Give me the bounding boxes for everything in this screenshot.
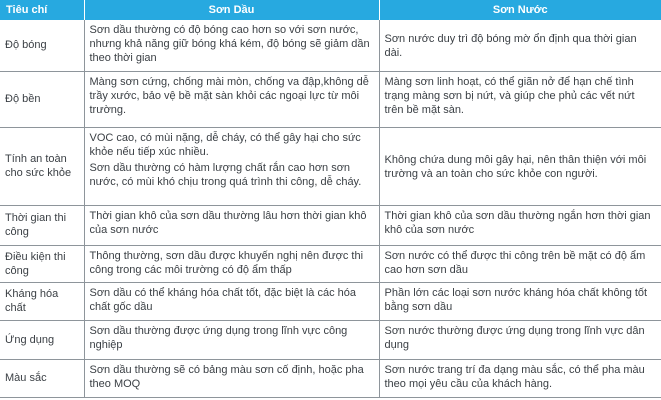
table-row xyxy=(0,282,661,320)
table-row xyxy=(0,127,661,205)
table-row xyxy=(0,205,661,245)
water-text: Không chứa dung môi gây hại, nên thân thiện với môi trường và an toàn cho sức khỏe con người. xyxy=(384,153,647,180)
water-text: Sơn nước duy trì độ bóng mờ ổn định qua thời gian dài. xyxy=(384,32,637,59)
oil-cell xyxy=(84,205,379,245)
oil-cell xyxy=(84,359,379,397)
table-body xyxy=(0,20,661,397)
header-criteria: Tiêu chí xyxy=(0,0,84,20)
criteria-cell: Ứng dụng xyxy=(0,320,84,359)
oil-text: Sơn dầu thường có hàm lượng chất rắn cao hơn sơn nước, có mùi khó chịu trong quá trình thi công, dễ cháy. xyxy=(89,161,362,188)
oil-text: Sơn dầu thường được ứng dụng trong lĩnh vực công nghiệp xyxy=(89,324,348,351)
water-text: Màng sơn linh hoạt, có thể giãn nở để hạn chế tình trạng màng sơn bị nứt, và giúp che phủ các vết nứt trên bề mặt sàn. xyxy=(384,75,635,116)
oil-text: VOC cao, có mùi nặng, dễ cháy, có thể gây hại cho sức khỏe nếu tiếp xúc nhiều. xyxy=(89,131,361,158)
table-header xyxy=(0,0,661,20)
header-oil-paint: Sơn Dầu xyxy=(84,0,379,20)
oil-text: Sơn dầu có thể kháng hóa chất tốt, đặc biệt là các hóa chất gốc dầu xyxy=(89,286,357,313)
oil-cell xyxy=(84,282,379,320)
table-row xyxy=(0,320,661,359)
table-row xyxy=(0,359,661,397)
table-row xyxy=(0,245,661,282)
water-cell xyxy=(379,127,661,205)
oil-text: Sơn dầu thường có độ bóng cao hơn so với sơn nước, nhưng khả năng giữ bóng khá kém, độ bóng sẽ giảm dần theo thời gian xyxy=(89,24,370,64)
header-water-paint: Sơn Nước xyxy=(379,0,661,20)
table-row xyxy=(0,20,661,71)
oil-cell xyxy=(84,20,379,71)
criteria-cell: Độ bóng xyxy=(0,20,84,71)
criteria-cell: Màu sắc xyxy=(0,359,84,397)
water-text: Thời gian khô của sơn dầu thường ngắn hơn thời gian khô của sơn nước xyxy=(384,209,651,236)
water-cell xyxy=(379,359,661,397)
table-row xyxy=(0,71,661,127)
criteria-cell: Thời gian thi công xyxy=(0,205,84,245)
oil-cell xyxy=(84,127,379,205)
water-text: Sơn nước có thể được thi công trên bề mặt có độ ẩm cao hơn sơn dầu xyxy=(384,249,646,276)
water-cell xyxy=(379,282,661,320)
water-cell xyxy=(379,205,661,245)
water-cell xyxy=(379,320,661,359)
water-text: Sơn nước trang trí đa dạng màu sắc, có thể pha màu theo mọi yêu cầu của khách hàng. xyxy=(384,363,645,390)
criteria-cell: Kháng hóa chất xyxy=(0,282,84,320)
water-text: Sơn nước thường được ứng dụng trong lĩnh vực dân dụng xyxy=(384,324,645,351)
oil-cell xyxy=(84,71,379,127)
water-cell xyxy=(379,71,661,127)
oil-text: Thời gian khô của sơn dầu thường lâu hơn thời gian khô của sơn nước xyxy=(89,209,367,236)
oil-text: Sơn dầu thường sẽ có bảng màu sơn cố định, hoặc pha theo MOQ xyxy=(89,363,364,390)
oil-cell xyxy=(84,320,379,359)
oil-text: Màng sơn cứng, chống mài mòn, chống va đập,không dễ trầy xước, bảo vệ bề mặt sàn khỏi các ngoại lực từ môi trường. xyxy=(89,75,369,116)
criteria-cell: Điều kiện thi công xyxy=(0,245,84,282)
header-row xyxy=(0,0,661,20)
water-cell xyxy=(379,20,661,71)
oil-cell xyxy=(84,245,379,282)
oil-text: Thông thường, sơn dầu được khuyến nghị nên được thi công trong các môi trường có độ ẩm thấp xyxy=(89,249,364,276)
water-cell xyxy=(379,245,661,282)
water-text: Phần lớn các loại sơn nước kháng hóa chất không tốt bằng sơn dầu xyxy=(384,286,648,313)
criteria-cell: Tính an toàn cho sức khỏe xyxy=(0,127,84,205)
criteria-cell: Độ bền xyxy=(0,71,84,127)
